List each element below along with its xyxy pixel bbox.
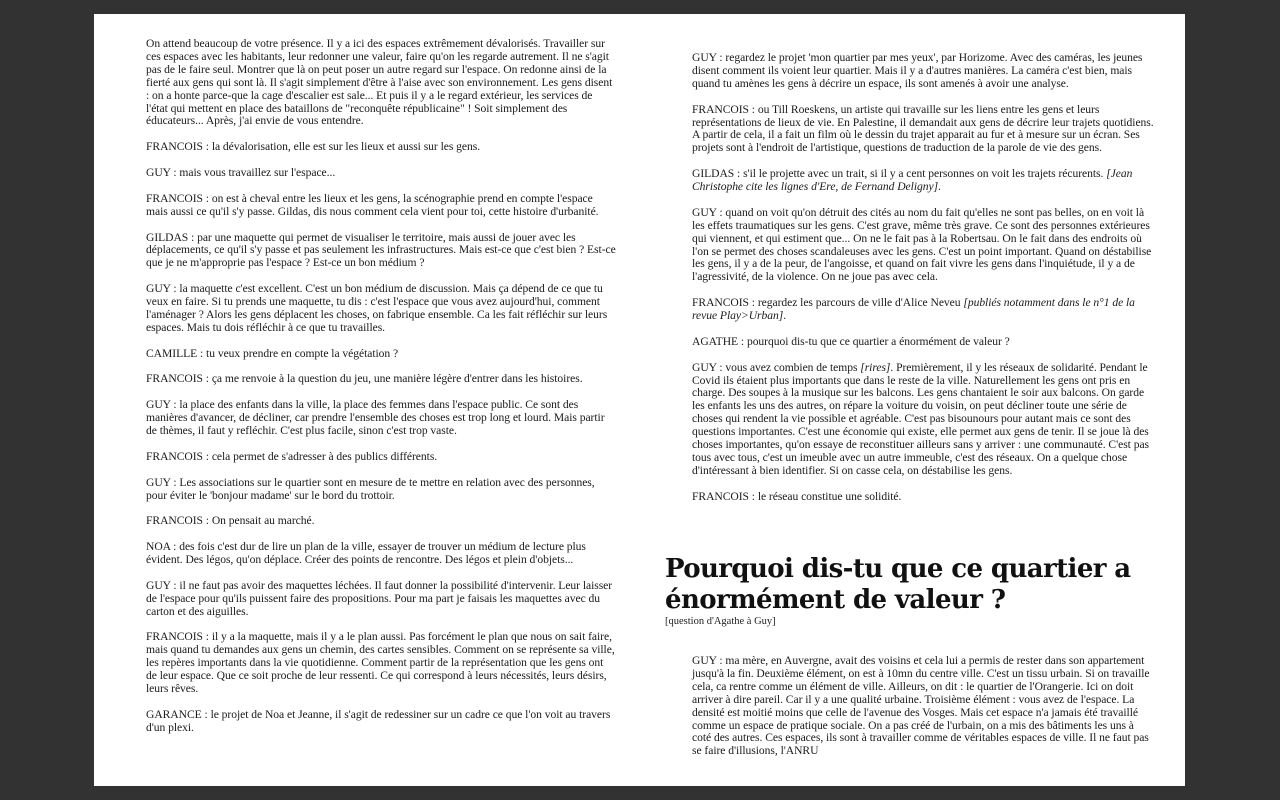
- dialogue-paragraph: [692, 207, 1154, 284]
- dialogue-paragraph: [146, 709, 616, 735]
- paragraph-text: On attend beaucoup de votre présence. Il y a ici des espaces extrêmement dévalorisés. Travailler sur ces espaces avec les habitants, leur redonner une valeur, faire qu'on les regarde autrement. Il ne s'agit pas de le faire seul. Montrer que là on peut poser un autre regard sur l'espace. On redonne ainsi de la fierté aux gens qui sont là. Il s'agit simplement d'être à l'aise avec son environnement. Les gens disent : on a honte parce-que la cage d'escalier est sale... Et puis il y a le regard extérieur, les services de l'état qui mettent en place des bataillons de "reconquête républicaine" ! Soit simplement des éducateurs... Après, j'ai envie de vous entendre.: [146, 37, 613, 128]
- dialogue-paragraph: [146, 141, 616, 154]
- speaker-name: FRANCOIS :: [146, 191, 209, 205]
- dialogue-paragraph: [146, 631, 616, 696]
- editorial-aside: [rires]: [860, 360, 891, 374]
- paragraph-text: Les associations sur le quartier sont en mesure de te mettre en relation avec des personnes, pour éviter le 'bonjour madame' sur le bord du trottoir.: [146, 475, 595, 502]
- left-page-column: [146, 38, 616, 748]
- paragraph-tail: .: [783, 309, 787, 323]
- right-page-column: [692, 52, 1154, 517]
- paragraph-text: ça me renvoie à la question du jeu, une manière légère d'entrer dans les histoires.: [208, 372, 583, 386]
- dialogue-paragraph: [692, 168, 1154, 194]
- paragraph-text: quand on voit qu'on détruit des cités au nom du fait qu'elles ne sont pas belles, on en voit là les effets traumatiques sur les gens. C'est grave, même très grave. Ce sont des personnes extérieures qui viennent, et qui estiment que... On ne le fait pas à la Robertsau. On le fait dans des endroits où l'on se permet des choses scandaleuses avec les gens. C'est un point important. Quand on déstabilise les gens, il y a de la peur, de l'angoisse, et quand on fait vivre les gens dans l'inquiétude, il y a de l'agressivité, de la violence. On ne joue pas avec cela.: [692, 205, 1152, 284]
- speaker-name: GUY :: [146, 166, 177, 180]
- speaker-name: GARANCE :: [146, 707, 208, 721]
- paragraph-text: ou Till Roeskens, un artiste qui travaille sur les liens entre les gens et leurs représentations de lieux de vie. En Palestine, il demandait aux gens de décrire leur trajets quotidiens. A partir de cela, il a fait un film où le dessin du trajet apparait au fur et à mesure sur un écran. Ses projets sont à l'endroit de l'artistique, questions de traduction de la parole de vie des gens.: [692, 102, 1154, 155]
- speaker-name: GUY :: [146, 282, 177, 296]
- paragraph-text: le réseau constitue une solidité.: [754, 489, 902, 503]
- paragraph-tail: . Premièrement, il y les réseaux de solidarité. Pendant le Covid ils étaient plus importants que dans le reste de la ville. Naturellement les gens ont pris en charge. Des soupes à la musique sur les balcons. Les gens chantaient le soir aux balcons. On garde les enfants les uns des autres, on répare la voiture du voisin, on peut décliner toute une série de choses qui rendent la vie possible et agréable. C'est pas bisounours pour autant mais ce sont des questions importantes. C'est une économie qui existe, elle permet aux gens de tenir. Il se joue là des choses importantes, qu'on essaye de reconstituer ailleurs sans y arriver : une communauté. C'est pas tous avec tous, c'est un imeuble avec un autre immeuble, c'est des réseaux. On a quelque chose d'intéressant à bien identifier. Si on casse cela, on déstabilise les gens.: [692, 360, 1150, 477]
- dialogue-paragraph: [692, 491, 1154, 504]
- paragraph-text: s'il le projette avec un trait, si il y a cent personnes on voit les trajets récurents.: [740, 167, 1107, 181]
- dialogue-paragraph: [146, 283, 616, 335]
- paragraph-text: pourquoi dis-tu que ce quartier a énormément de valeur ?: [744, 334, 1010, 348]
- paragraph-text: la place des enfants dans la ville, la place des femmes dans l'espace public. Ce sont des manières d'avancer, de décliner, car prendre l'ensemble des choses est trop long et lourd. Mais partir de thèmes, il faut y refléchir. C'est plus facile, sinon c'est trop vaste.: [146, 398, 605, 438]
- speaker-name: FRANCOIS :: [692, 489, 755, 503]
- dialogue-paragraph: [692, 362, 1154, 478]
- paragraph-tail: .: [938, 180, 941, 194]
- speaker-name: GUY :: [146, 475, 177, 489]
- paragraph-text: regardez le projet 'mon quartier par mes yeux', par Horizome. Avec des caméras, les jeunes disent comment ils voient leur quartier. Mais il y a d'autres manières. La caméra c'est bien, mais quand tu amènes les gens à décrire un espace, ils sont amenés à avoir une analyse.: [692, 51, 1143, 90]
- dialogue-paragraph: [146, 399, 616, 438]
- dialogue-paragraph: [692, 297, 1154, 323]
- speaker-name: GILDAS :: [146, 230, 195, 244]
- paragraph-text: par une maquette qui permet de visualiser le territoire, mais aussi de jouer avec les déplacements, ce qu'il s'y passe et pas seulement les infrastructures. Mais est-ce que c'est bien ? Est-ce que je ne m'approprie pas l'espace ? Est-ce un bon médium ?: [146, 230, 616, 270]
- editorial-aside: [Jean Christophe cite les lignes d'Ere, de Fernand Deligny]: [692, 167, 1133, 194]
- dialogue-paragraph: [146, 451, 616, 464]
- dialogue-paragraph: [146, 167, 616, 180]
- paragraph-text: on est à cheval entre les lieux et les gens, la scénographie prend en compte l'espace mais aussi ce qu'il s'y passe. Gildas, dis nous comment cela vient pour toi, cette histoire d'urbanité.: [146, 191, 599, 218]
- speaker-name: FRANCOIS :: [692, 296, 755, 310]
- dialogue-paragraph: [146, 477, 616, 503]
- dialogue-paragraph: [146, 580, 616, 619]
- dialogue-paragraph: [146, 348, 616, 361]
- paragraph-text: la maquette c'est excellent. C'est un bon médium de discussion. Mais ça dépend de ce que tu veux en faire. Si tu prends une maquette, tu dis : c'est l'espace que vous avez aujourd'hui, comment l'aménager ? Alors les gens déplacent les choses, on fabrique ensemble. Ca les fait réfléchir sur leurs espaces. Mais tu dois réfléchir à ce que tu travailles.: [146, 282, 608, 334]
- intro-paragraph: [146, 38, 616, 128]
- dialogue-paragraph: [146, 541, 616, 567]
- document-spread: [94, 14, 1185, 786]
- paragraph-text: ma mère, en Auvergne, avait des voisins et cela lui a permis de rester dans son appartement jusqu'à la fin. Deuxième élément, on est à 10mn du centre ville. C'est un tissu urbain. Si on travaille cela, ca rentre comme un élément de ville. Ailleurs, on dit : le quartier de l'Orangerie. Ici on doit arriver à dire pareil. Car il y a une qualité urbaine. Troisième élément : vous avez de l'espace. La densité est moitié moins que celle de l'avenue des Vosges. Mais cet espace n'a jamais été travaillé comme un espace de pratique sociale. On a pas créé de l'urbain, on a mis des bâtiments les uns à coté des autres. Ces espaces, ils sont à travailler comme de véritables espaces de ville. Il ne faut pas se faire d'illusions, l'ANRU: [692, 654, 1150, 758]
- paragraph-text: la dévalorisation, elle est sur les lieux et aussi sur les gens.: [208, 140, 481, 154]
- speaker-name: FRANCOIS :: [146, 449, 209, 463]
- dialogue-paragraph: [692, 655, 1154, 758]
- paragraph-text: On pensait au marché.: [208, 514, 315, 528]
- speaker-name: GUY :: [692, 205, 723, 219]
- paragraph-text: vous avez combien de temps: [722, 360, 861, 374]
- paragraph-text: des fois c'est dur de lire un plan de la ville, essayer de trouver un médium de lecture plus évident. Des légos, qu'on déplace. Créer des points de rencontre. Des légos et plein d'objets...: [146, 540, 586, 567]
- speaker-name: GILDAS :: [692, 167, 741, 181]
- speaker-name: FRANCOIS :: [146, 140, 209, 154]
- speaker-name: FRANCOIS :: [146, 514, 209, 528]
- speaker-name: GUY :: [692, 51, 723, 64]
- dialogue-paragraph: [692, 336, 1154, 349]
- dialogue-paragraph: [146, 232, 616, 271]
- dialogue-paragraph: [692, 52, 1154, 91]
- dialogue-paragraph: [146, 515, 616, 528]
- section-heading-block: [665, 554, 1145, 627]
- paragraph-text: le projet de Noa et Jeanne, il s'agit de redessiner sur un cadre ce que l'on voit au travers d'un plexi.: [146, 707, 611, 734]
- dialogue-paragraph: [146, 373, 616, 386]
- speaker-name: GUY :: [692, 654, 723, 667]
- speaker-name: GUY :: [692, 360, 723, 374]
- speaker-name: FRANCOIS :: [692, 102, 755, 116]
- speaker-name: NOA :: [146, 540, 177, 554]
- dialogue-paragraph: [146, 193, 616, 219]
- speaker-name: AGATHE :: [692, 334, 745, 348]
- section-subheading: [question d'Agathe à Guy]: [665, 616, 776, 627]
- paragraph-text: il y a la maquette, mais il y a le plan aussi. Pas forcément le plan que nous on sait faire, mais quand tu demandes aux gens un chemin, des cartes sensibles. Comment on se représente sa ville, les repères importants dans la vie quotidienne. Comment partir de la représentation que les gens ont de leur espace. Que ce soit proche de leur ressenti. Ce qui correspond à leurs nécessités, leurs désirs, leurs rêves.: [146, 630, 615, 696]
- paragraph-text: cela permet de s'adresser à des publics différents.: [208, 449, 438, 463]
- paragraph-text: mais vous travaillez sur l'espace...: [176, 166, 336, 180]
- paragraph-text: regardez les parcours de ville d'Alice Neveu: [754, 296, 964, 310]
- speaker-name: GUY :: [146, 398, 177, 412]
- right-page-column-continued: [692, 655, 1154, 771]
- speaker-name: FRANCOIS :: [146, 630, 209, 644]
- speaker-name: CAMILLE :: [146, 346, 204, 360]
- editorial-aside: [publiés notamment dans le n°1 de la revue Play>Urban]: [692, 296, 1135, 323]
- section-heading: Pourquoi dis-tu que ce quartier a énormément de valeur ?: [665, 554, 1131, 615]
- paragraph-text: il ne faut pas avoir des maquettes léchées. Il faut donner la possibilité d'intervenir. Leur laisser de l'espace pour qu'ils puissent faire des propositions. Pour ma part je faisais les maquettes avec du carton et des aiguilles.: [146, 578, 613, 618]
- dialogue-paragraph: [692, 104, 1154, 156]
- paragraph-text: tu veux prendre en compte la végétation ?: [203, 346, 399, 360]
- speaker-name: FRANCOIS :: [146, 372, 209, 386]
- speaker-name: GUY :: [146, 578, 177, 592]
